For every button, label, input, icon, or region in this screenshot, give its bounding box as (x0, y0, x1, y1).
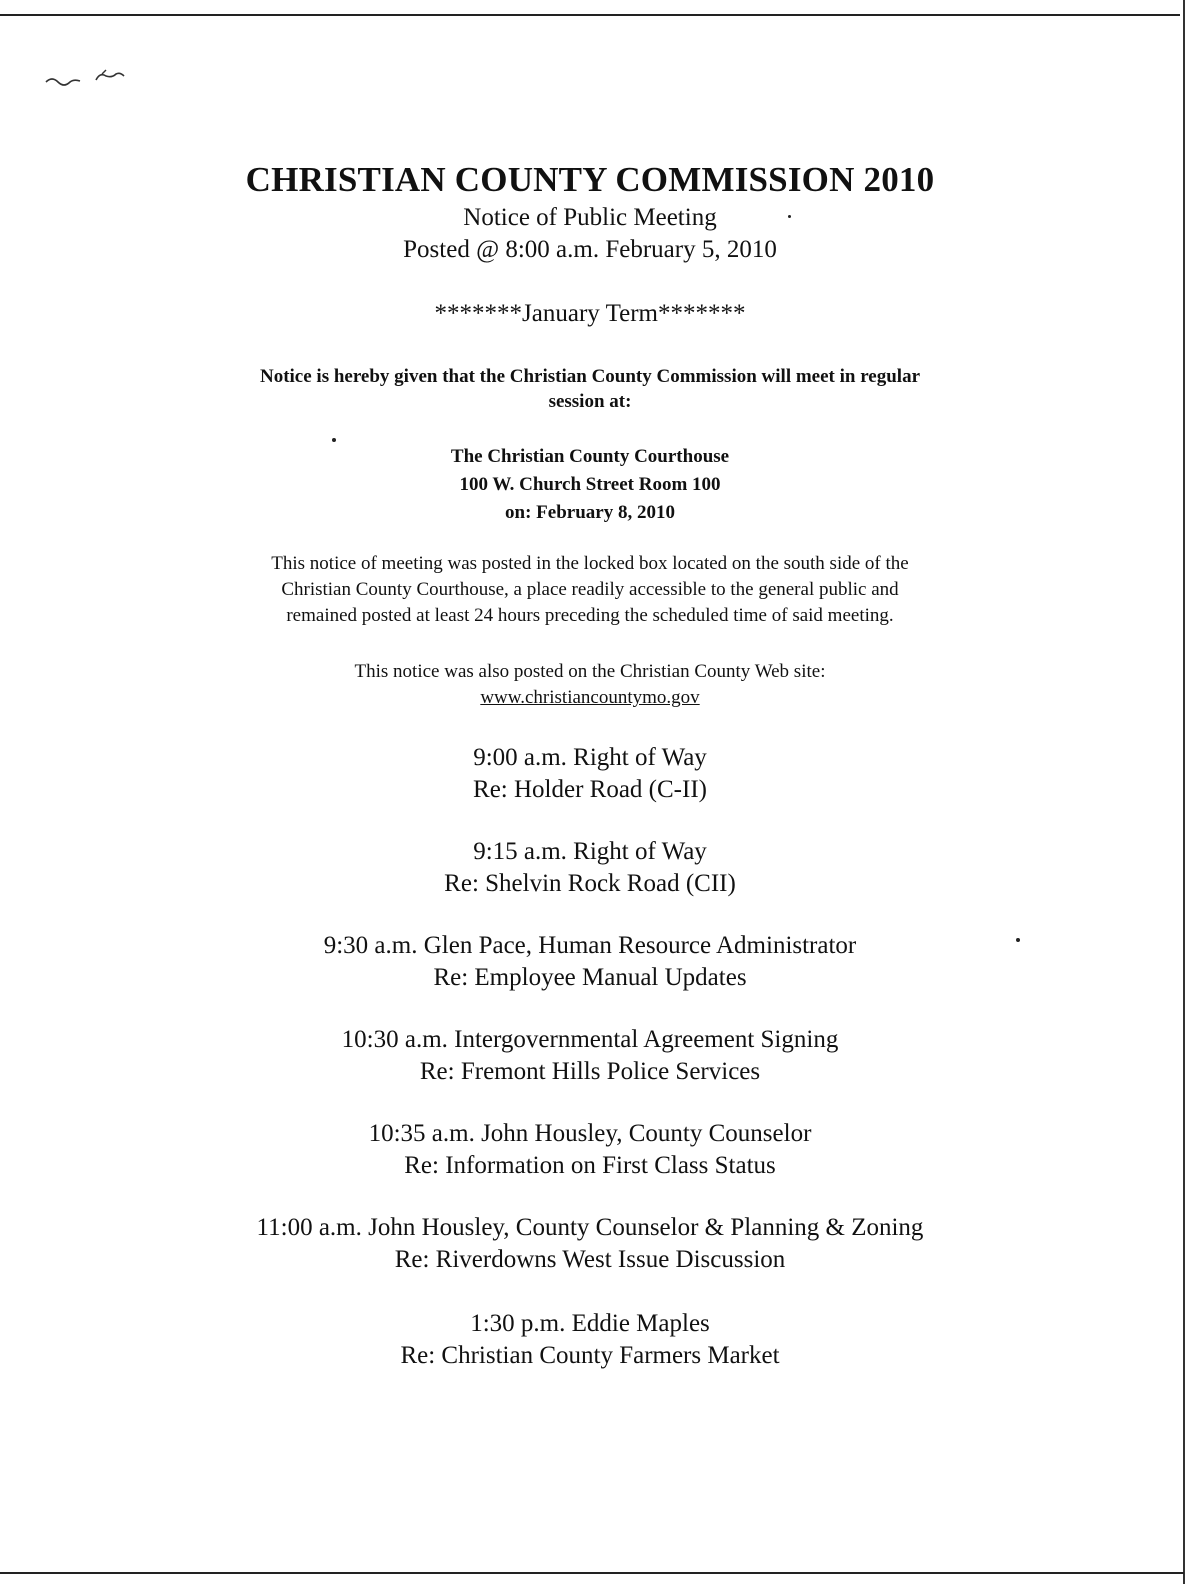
agenda-item-1-re: Re: Holder Road (C-II) (473, 776, 707, 803)
term-line: *******January Term******* (434, 300, 746, 327)
posting-notice-line-3: remained posted at least 24 hours preceding the scheduled time of said meeting. (286, 605, 894, 626)
agenda-item-2-re: Re: Shelvin Rock Road (CII) (444, 870, 736, 897)
agenda-item-7-time: 1:30 p.m. Eddie Maples (470, 1310, 710, 1337)
agenda-item-7-re: Re: Christian County Farmers Market (400, 1342, 780, 1369)
posting-notice-line-1: This notice of meeting was posted in the locked box located on the south side of the (271, 553, 909, 574)
agenda-item-5-re: Re: Information on First Class Status (404, 1152, 776, 1179)
scan-border-right (1183, 0, 1185, 1584)
intro-line-2: session at: (548, 391, 632, 412)
notice-type: Notice of Public Meeting (463, 204, 717, 231)
agenda-item-1-time: 9:00 a.m. Right of Way (473, 744, 707, 771)
agenda-item-3-time: 9:30 a.m. Glen Pace, Human Resource Administrator (323, 932, 857, 959)
location-building: The Christian County Courthouse (450, 446, 730, 467)
posted-line: Posted @ 8:00 a.m. February 5, 2010 (403, 236, 777, 263)
handwritten-scribble (44, 68, 134, 92)
location-date: on: February 8, 2010 (505, 502, 675, 523)
web-notice-line: This notice was also posted on the Christian County Web site: (354, 661, 826, 682)
scan-border-bottom (0, 1572, 1184, 1574)
posting-notice-line-2: Christian County Courthouse, a place readily accessible to the general public and (281, 579, 899, 600)
agenda-item-3-re: Re: Employee Manual Updates (433, 964, 747, 991)
agenda-item-4-time: 10:30 a.m. Intergovernmental Agreement Signing (341, 1026, 839, 1053)
agenda-item-6-re: Re: Riverdowns West Issue Discussion (394, 1246, 786, 1273)
agenda-item-6-time: 11:00 a.m. John Housley, County Counselor & Planning & Zoning (256, 1214, 924, 1241)
location-address: 100 W. Church Street Room 100 (459, 474, 721, 495)
scan-border-top (0, 14, 1180, 16)
agenda-item-5-time: 10:35 a.m. John Housley, County Counselor (368, 1120, 812, 1147)
scan-speck (332, 438, 336, 442)
agenda-item-4-re: Re: Fremont Hills Police Services (419, 1058, 761, 1085)
intro-line-1: Notice is hereby given that the Christian County Commission will meet in regular (259, 366, 921, 387)
website-link[interactable]: www.christiancountymo.gov (480, 687, 700, 708)
document-title: CHRISTIAN COUNTY COMMISSION 2010 (245, 160, 935, 199)
agenda-item-2-time: 9:15 a.m. Right of Way (473, 838, 707, 865)
